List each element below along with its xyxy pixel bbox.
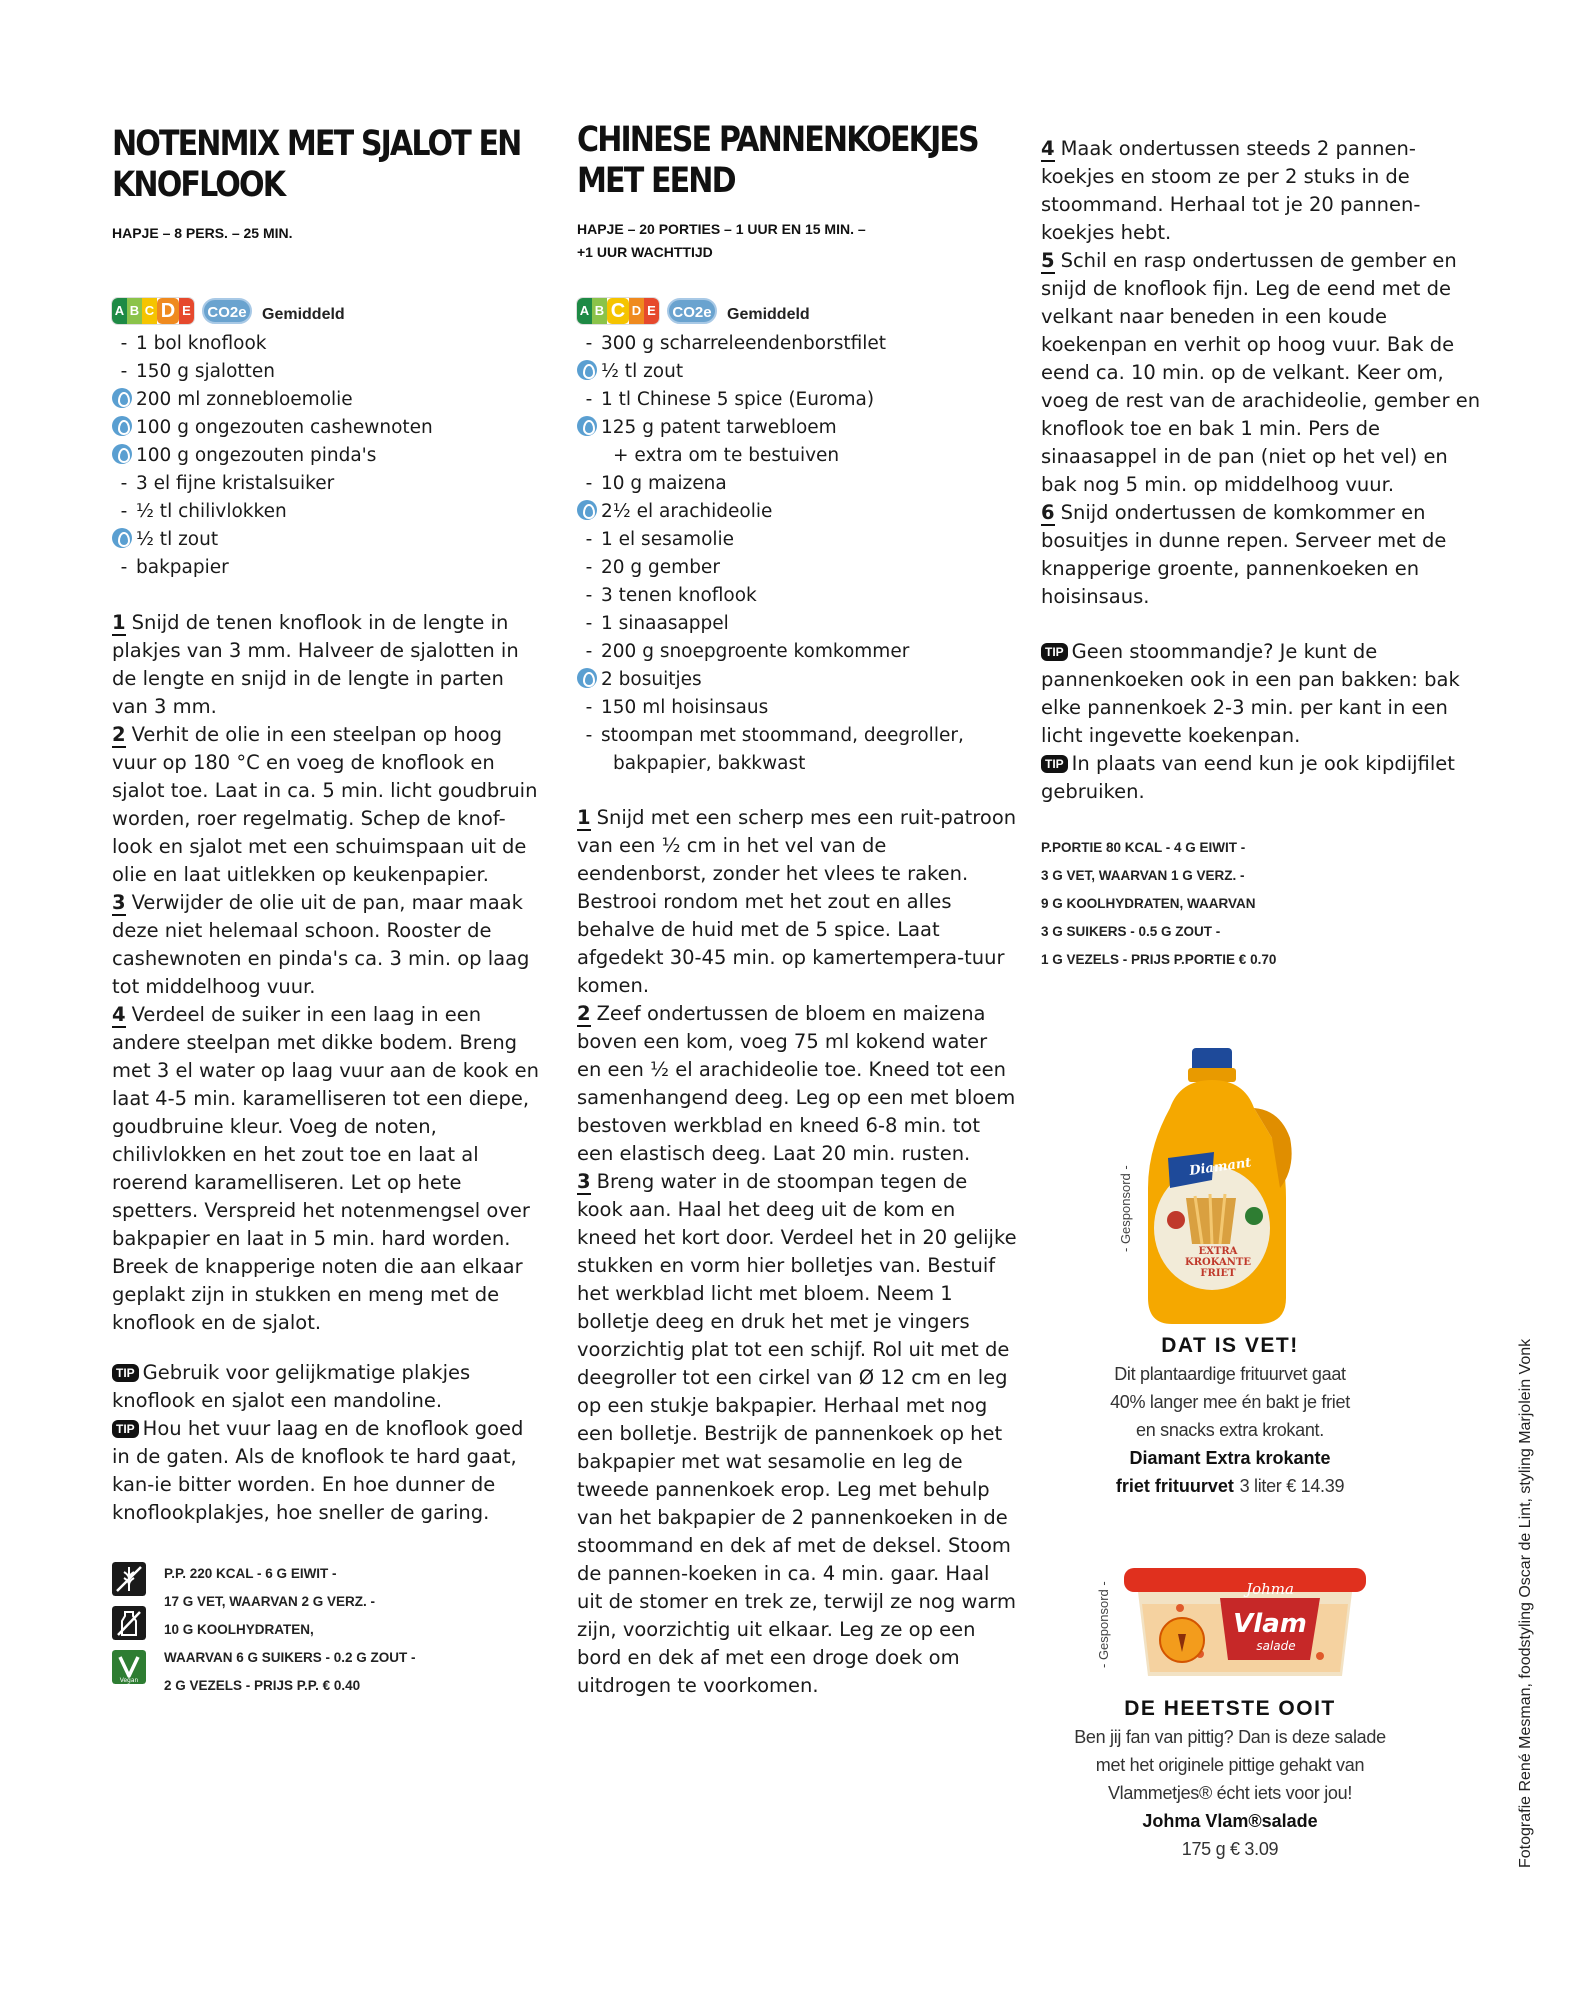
recipe-step: 1 Snijd de tenen knoflook in de lengte in plakjes van 3 mm. Halveer de sjalotten in de lengte en snijd in de lengte in parten van 3 mm.	[112, 611, 519, 718]
step-number: 3	[112, 891, 126, 914]
no-lactose-icon	[112, 1606, 146, 1640]
ingredient-item: - 1 sinaasappel	[585, 613, 729, 634]
step-number: 2	[577, 1002, 591, 1025]
ingredient-item: - stoompan met stoommand, deegroller,	[585, 725, 964, 746]
seasonal-leaf-icon	[112, 444, 132, 464]
svg-text:Johma: Johma	[1246, 1580, 1294, 1598]
ingredient-item: 2½ el arachideolie	[577, 498, 964, 526]
step-number: 6	[1041, 501, 1055, 524]
recipe-meta: HAPJE – 20 PORTIES – 1 UUR EN 15 MIN. – +1 UUR WACHTTIJD	[577, 221, 866, 260]
tip-badge: TIP	[1041, 755, 1068, 773]
seasonal-leaf-icon	[577, 416, 597, 436]
recipe-step: 4 Maak ondertussen steeds 2 pannen-koekjes en stoom ze per 2 stuks in de stoommand. Herhaal tot je 20 pannen-koekjes hebt.	[1041, 137, 1421, 244]
sponsored-label: - Gesponsord -	[1118, 1165, 1133, 1252]
nutri-score: A B C D E	[577, 298, 659, 324]
ingredient-item: - ½ tl chilivlokken	[120, 501, 287, 522]
ingredient-item: + extra om te bestuiven	[613, 445, 840, 466]
tip: TIP Hou het vuur laag en de knoflook goed in de gaten. Als de knoflook te hard gaat, kan-ie bitter worden. En hoe dunner de knoflookplakjes, hoe sneller de garing.	[112, 1417, 524, 1524]
photo-credit: Fotografie René Mesman, foodstyling Oscar de Lint, styling Marjolein Vonk	[1517, 1338, 1534, 1868]
co2-icon: CO2e	[667, 298, 717, 324]
step-number: 3	[577, 1170, 591, 1193]
ingredient-item: - 300 g scharreleendenborstfilet	[585, 333, 887, 354]
sponsored-product-johma: DE HEETSTE OOIT Ben jij fan van pittig? Dan is deze salade met het originele pittige gehakt van Vlammetjes® écht iets voor jou! Johma Vlam®salade 175 g € 3.09	[1074, 1697, 1386, 1859]
co2-label: Gemiddeld	[262, 306, 345, 323]
step-number: 1	[577, 806, 591, 829]
ingredient-item: ½ tl zout	[112, 526, 433, 554]
tips	[1041, 638, 1491, 806]
svg-text:FRIET: FRIET	[1200, 1268, 1236, 1279]
seasonal-leaf-icon	[112, 528, 132, 548]
tip-badge: TIP	[112, 1420, 139, 1438]
vegan-icon	[112, 1650, 146, 1684]
seasonal-leaf-icon	[577, 668, 597, 688]
steps	[577, 804, 1017, 1700]
score-row	[112, 297, 345, 325]
tip-badge: TIP	[1041, 643, 1068, 661]
tip: TIP Geen stoommandje? Je kunt de pannenkoeken ook in een pan bakken: bak elke pannenkoek 2-3 min. per kant in een licht ingevette koekenpan.	[1041, 640, 1460, 747]
ingredient-item: - 1 tl Chinese 5 spice (Euroma)	[585, 389, 875, 410]
recipe-step: 2 Zeef ondertussen de bloem en maizena boven een kom, voeg 75 ml kokend water en een ½ el arachideolie toe. Kneed tot een samenhangend deeg. Leg op een met bloem bestoven werkblad en kneed 6-8 min. tot een elastisch deeg. Laat 20 min. rusten.	[577, 1002, 1016, 1165]
ingredient-item: bakpapier, bakkwast	[613, 753, 806, 774]
recipe-step: 2 Verhit de olie in een steelpan op hoog vuur op 180 °C en voeg de knoflook en sjalot toe. Laat in ca. 5 min. licht goudbruin worden, roer regelmatig. Schep de knof-look en sjalot met een schuimspaan uit de olie en laat uitlekken op keukenpapier.	[112, 723, 538, 886]
score-row	[577, 297, 810, 325]
step-number: 1	[112, 611, 126, 634]
recipe-step: 4 Verdeel de suiker in een laag in een andere steelpan met dikke bodem. Breng met 3 el water op laag vuur aan de kook en laat 4-5 min. karamelliseren tot een diepe, goudbruine kleur. Voeg de noten, chilivlokken en het zout toe en laat al roerend karamelliseren. Let op hete spetters. Verspreid het notenmengsel over bakpapier en laat in 5 min. hard worden. Breek de knapperige noten die aan elkaar geplakt zijn in stukken en meng met de knoflook en de sjalot.	[112, 1003, 540, 1334]
tip: TIP In plaats van eend kun je ook kipdijfilet gebruiken.	[1041, 752, 1455, 803]
svg-text:EXTRA: EXTRA	[1198, 1246, 1238, 1257]
ingredient-item: - 1 el sesamolie	[585, 529, 735, 550]
recipe-title: CHINESE PANNENKOEKJES MET EEND	[577, 120, 978, 201]
seasonal-leaf-icon	[577, 500, 597, 520]
recipe-meta: HAPJE – 8 PERS. – 25 MIN.	[112, 225, 293, 241]
ingredient-item: - 3 el fijne kristalsuiker	[120, 473, 335, 494]
step-number: 4	[1041, 137, 1055, 160]
ingredient-item: - 3 tenen knoflook	[585, 585, 757, 606]
svg-text:KROKANTE: KROKANTE	[1185, 1257, 1251, 1268]
step-number: 5	[1041, 249, 1055, 272]
ingredient-item: - bakpapier	[120, 557, 229, 578]
seasonal-leaf-icon	[112, 388, 132, 408]
diet-icons	[112, 1562, 148, 1694]
nutri-score: A B C D E	[112, 298, 194, 324]
svg-text:Diamant: Diamant	[1188, 1155, 1253, 1179]
johma-tub-image	[1120, 1564, 1370, 1682]
steps-continued	[1041, 135, 1481, 611]
ingredient-list	[112, 330, 433, 582]
sponsored-product-diamant: DAT IS VET! Dit plantaardige frituurvet gaat 40% langer mee én bakt je friet en snacks extra krokant. Diamant Extra krokante friet frituurvet 3 liter € 14.39	[1110, 1334, 1350, 1496]
step-number: 4	[112, 1003, 126, 1026]
seasonal-leaf-icon	[577, 360, 597, 380]
ingredient-item: 2 bosuitjes	[577, 666, 964, 694]
nutrition-info: P.P. 220 KCAL - 6 G EIWIT - 17 G VET, WAARVAN 2 G VERZ. - 10 G KOOLHYDRATEN, WAARVAN 6 G SUIKERS - 0.2 G ZOUT - 2 G VEZELS - PRIJS P.P. € 0.40	[164, 1566, 416, 1693]
ingredient-item: 200 ml zonnebloemolie	[112, 386, 433, 414]
ingredient-list	[577, 330, 964, 778]
ingredient-item: - 150 g sjalotten	[120, 361, 276, 382]
no-gluten-icon	[112, 1562, 146, 1596]
nutrition-info: P.PORTIE 80 KCAL - 4 G EIWIT - 3 G VET, WAARVAN 1 G VERZ. - 9 G KOOLHYDRATEN, WAARVAN 3 G SUIKERS - 0.5 G ZOUT - 1 G VEZELS - PRIJS P.PORTIE € 0.70	[1041, 840, 1277, 967]
sponsored-label: - Gesponsord -	[1096, 1581, 1111, 1668]
ingredient-item: 100 g ongezouten cashewnoten	[112, 414, 433, 442]
ingredient-item: - 200 g snoepgroente komkommer	[585, 641, 910, 662]
svg-text:salade: salade	[1256, 1639, 1296, 1653]
diamant-bottle-image	[1140, 1048, 1300, 1328]
steps	[112, 609, 542, 1337]
co2-label: Gemiddeld	[727, 306, 810, 323]
seasonal-leaf-icon	[112, 416, 132, 436]
recipe-step: 6 Snijd ondertussen de komkommer en bosuitjes in dunne repen. Serveer met de knapperige groente, pannenkoeken en hoisinsaus.	[1041, 501, 1447, 608]
co2-icon: CO2e	[202, 298, 252, 324]
recipe-step: 5 Schil en rasp ondertussen de gember en snijd de knoflook fijn. Leg de eend met de velkant naar beneden in een koude koekenpan en verhit op hoog vuur. Bak de eend ca. 10 min. op de velkant. Keer om, voeg de rest van de arachideolie, gember en knoflook toe en bak 1 min. Pers de sinaasappel in de pan (niet op het vel) en bak nog 5 min. op middelhoog vuur.	[1041, 249, 1481, 496]
ingredient-item: - 150 ml hoisinsaus	[585, 697, 769, 718]
ingredient-item: - 10 g maizena	[585, 473, 727, 494]
ingredient-item: ½ tl zout	[577, 358, 964, 386]
tip: TIP Gebruik voor gelijkmatige plakjes knoflook en sjalot een mandoline.	[112, 1361, 471, 1412]
recipe-step: 1 Snijd met een scherp mes een ruit-patroon van een ½ cm in het vel van de eendenborst, zonder het vlees te raken. Bestrooi rondom met het zout en alles behalve de huid met de 5 spice. Laat afgedekt 30-45 min. op kamertempera-tuur komen.	[577, 806, 1017, 997]
svg-text:Vlam: Vlam	[1233, 1609, 1307, 1639]
recipe-title: NOTENMIX MET SJALOT EN KNOFLOOK	[112, 124, 521, 205]
ingredient-item: 100 g ongezouten pinda's	[112, 442, 433, 470]
ingredient-item: - 20 g gember	[585, 557, 720, 578]
ingredient-item: 125 g patent tarwebloem	[577, 414, 964, 442]
ingredient-item: - 1 bol knoflook	[120, 333, 267, 354]
recipe-step: 3 Breng water in de stoompan tegen de kook aan. Haal het deeg uit de kom en kneed het kort door. Verdeel het in 20 gelijke stukken en vorm hier bolletjes van. Bestuif het werkblad licht met bloem. Neem 1 bolletje deeg en druk het met je vingers voorzichtig plat tot een schijf. Rol uit met de deegroller tot een cirkel van Ø 12 cm en leg op een stukje bakpapier. Herhaal met nog een bolletje. Bestrijk de pannenkoek op het bakpapier met wat sesamolie en leg de tweede pannenkoek erop. Leg met behulp van het bakpapier de 2 pannenkoeken in de stoommand en dek af met de deksel. Stoom de pannen-koeken in ca. 4 min. gaar. Haal uit de stomer en trek ze, terwijl ze nog warm zijn, voorzichtig uit elkaar. Leg ze op een bord en dek af met een droge doek om uitdrogen te voorkomen.	[577, 1170, 1017, 1697]
svg-text:Vegan: Vegan	[119, 1677, 139, 1684]
recipe-step: 3 Verwijder de olie uit de pan, maar maak deze niet helemaal schoon. Rooster de cashewnoten en pinda's ca. 3 min. op laag tot middelhoog vuur.	[112, 891, 530, 998]
step-number: 2	[112, 723, 126, 746]
tip-badge: TIP	[112, 1364, 139, 1382]
tips	[112, 1359, 542, 1527]
